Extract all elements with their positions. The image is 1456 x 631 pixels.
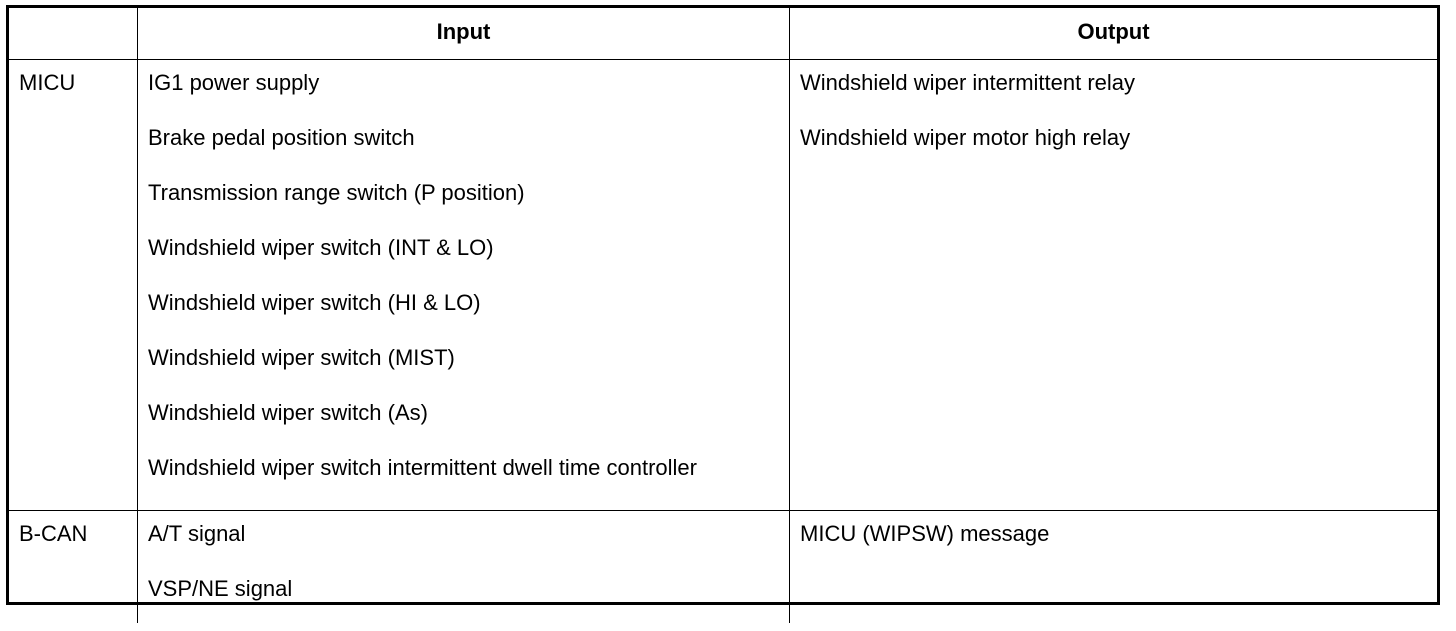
row-inputs-bcan: [138, 511, 790, 623]
header-input: Input: [138, 8, 790, 60]
output-item: MICU (WIPSW) message: [800, 521, 1050, 546]
input-item: IG1 power supply: [148, 70, 320, 95]
output-item: Windshield wiper intermittent relay: [800, 70, 1136, 95]
input-item: Windshield wiper switch (INT & LO): [148, 235, 494, 260]
input-item: Windshield wiper switch (MIST): [148, 345, 455, 370]
input-item: Transmission range switch (P position): [148, 180, 525, 205]
row-label-micu: MICU: [9, 60, 138, 511]
input-item: Windshield wiper switch (As): [148, 400, 428, 425]
input-item: Windshield wiper switch intermittent dwell time controller: [148, 455, 697, 480]
input-item: Brake pedal position switch: [148, 125, 415, 150]
row-outputs-micu: [790, 60, 1437, 511]
row-outputs-bcan: [790, 511, 1437, 623]
input-output-table: [6, 5, 1440, 605]
input-item: Windshield wiper switch (HI & LO): [148, 290, 481, 315]
header-output: Output: [790, 8, 1437, 60]
row-inputs-micu: [138, 60, 790, 511]
header-blank: [9, 8, 138, 60]
input-item: VSP/NE signal: [148, 576, 293, 601]
input-item: A/T signal: [148, 521, 246, 546]
output-item: Windshield wiper motor high relay: [800, 125, 1131, 150]
row-label-bcan: B-CAN: [9, 511, 138, 623]
